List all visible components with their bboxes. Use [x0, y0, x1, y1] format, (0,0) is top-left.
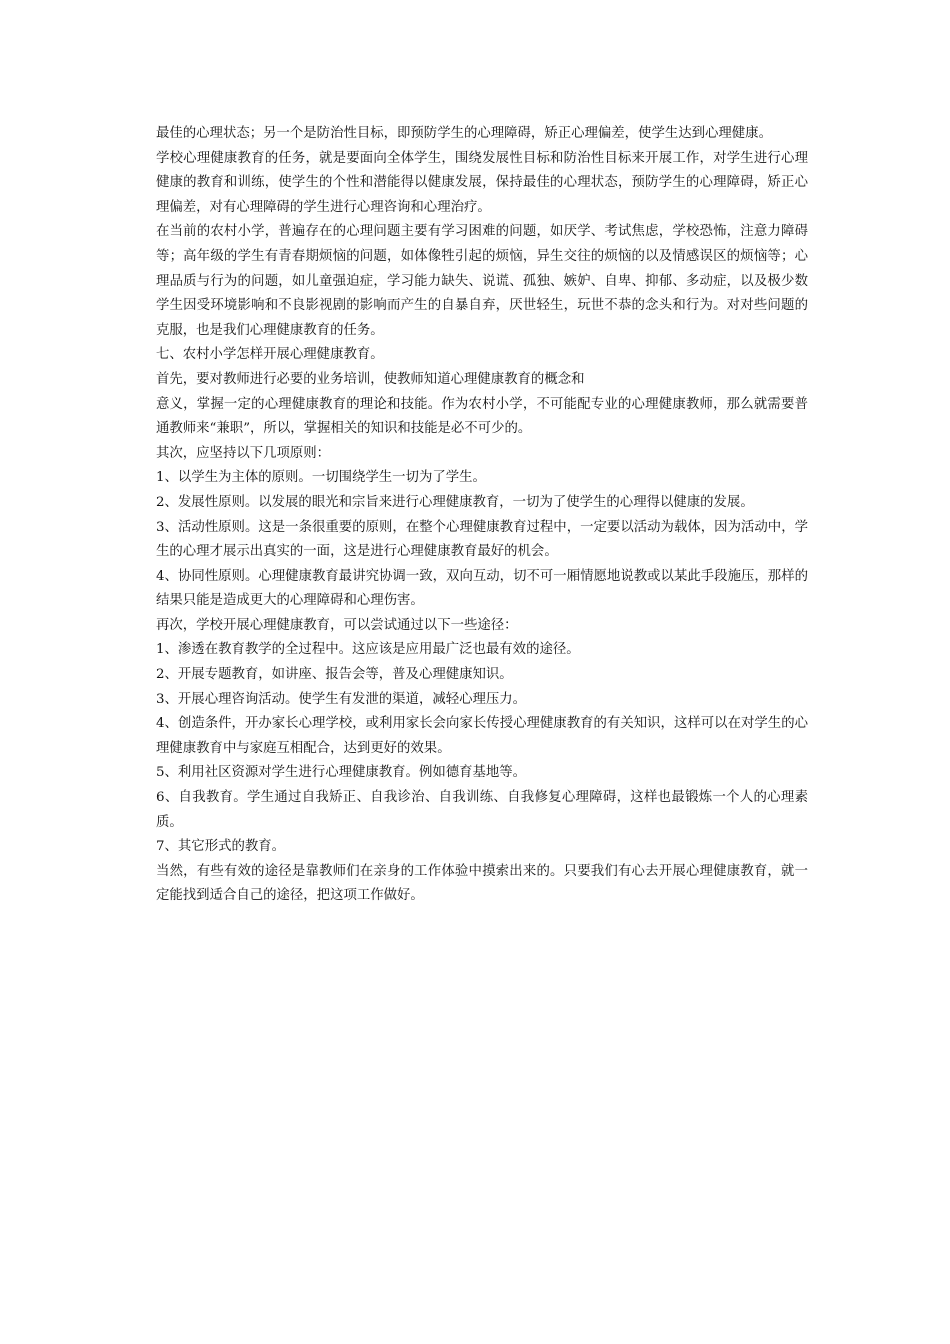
paragraph-conclusion: 当然，有些有效的途径是靠教师们在亲身的工作体验中摸索出来的。只要我们有心去开展心理健康教育，就一定能找到适合自己的途径，把这项工作做好。	[156, 863, 808, 904]
principle-item-3: 3、活动性原则。这是一条很重要的原则，在整个心理健康教育过程中，一定要以活动为载体，因为活动中，学生的心理才展示出真实的一面，这是进行心理健康教育最好的机会。	[156, 519, 808, 560]
approach-item-1: 1、渗透在教育教学的全过程中。这应该是应用最广泛也最有效的途径。	[156, 642, 580, 658]
paragraph-third-approaches: 再次，学校开展心理健康教育，可以尝试通过以下一些途径：	[156, 617, 518, 633]
paragraph-rural-problems: 在当前的农村小学，普遍存在的心理问题主要有学习困难的问题，如厌学、考试焦虑，学校恐怖，注意力障碍等；高年级的学生有青春期烦恼的问题，如体像牲引起的烦恼，异生交往的烦恼的以及情感误区的烦恼等；心理品质与行为的问题，如儿童强迫症，学习能力缺失、说谎、孤独、嫉妒、自卑、抑郁、多动症，以及极少数学生因受环境影响和不良影视剧的影响而产生的自暴自弃，厌世轻生，玩世不恭的念头和行为。对对些问题的克服，也是我们心理健康教育的任务。	[156, 224, 808, 338]
paragraph-goal-continuation: 最佳的心理状态；另一个是防治性目标，即预防学生的心理障碍，矫正心理偏差，使学生达到心理健康。	[156, 126, 772, 141]
principle-item-2: 2、发展性原则。以发展的眼光和宗旨来进行心理健康教育，一切为了使学生的心理得以健康的发展。	[156, 494, 754, 510]
approach-item-7: 7、其它形式的教育。	[156, 839, 286, 855]
principle-item-1: 1、以学生为主体的原则。一切围绕学生一切为了学生。	[156, 470, 486, 486]
approach-item-6: 6、自我教育。学生通过自我矫正、自我诊治、自我训练、自我修复心理障碍，这样也最锻炼一个人的心理素质。	[156, 790, 808, 830]
approach-item-2: 2、开展专题教育，如讲座、报告会等，普及心理健康知识。	[156, 667, 513, 683]
approach-item-3: 3、开展心理咨询活动。使学生有发泄的渠道，减轻心理压力。	[156, 691, 527, 707]
paragraph-school-task: 学校心理健康教育的任务，就是要面向全体学生，围绕发展性目标和防治性目标来开展工作，对学生进行心理健康的教育和训练，使学生的个性和潜能得以健康发展，保持最佳的心理状态，预防学生的心理障碍，矫正心理偏差，对有心理障碍的学生进行心理咨询和心理治疗。	[156, 150, 808, 215]
document-body	[156, 122, 808, 909]
approach-item-5: 5、利用社区资源对学生进行心理健康教育。例如德育基地等。	[156, 765, 527, 781]
approach-item-4: 4、创造条件，开办家长心理学校，或利用家长会向家长传授心理健康教育的有关知识，这样可以在对学生的心理健康教育中与家庭互相配合，达到更好的效果。	[156, 716, 808, 756]
section-heading-seven: 七、农村小学怎样开展心理健康教育。	[156, 347, 384, 363]
paragraph-first-training: 首先，要对教师进行必要的业务培训，使教师知道心理健康教育的概念和	[156, 371, 585, 387]
paragraph-second-principles: 其次，应坚持以下几项原则：	[156, 445, 331, 461]
paragraph-first-meaning: 意义，掌握一定的心理健康教育的理论和技能。作为农村小学，不可能配专业的心理健康教师，那么就需要普通教师来“兼职”，所以，掌握相关的知识和技能是必不可少的。	[156, 396, 808, 437]
principle-item-4: 4、协同性原则。心理健康教育最讲究协调一致，双向互动，切不可一厢情愿地说教或以某此手段施压，那样的结果只能是造成更大的心理障碍和心理伤害。	[156, 568, 808, 609]
